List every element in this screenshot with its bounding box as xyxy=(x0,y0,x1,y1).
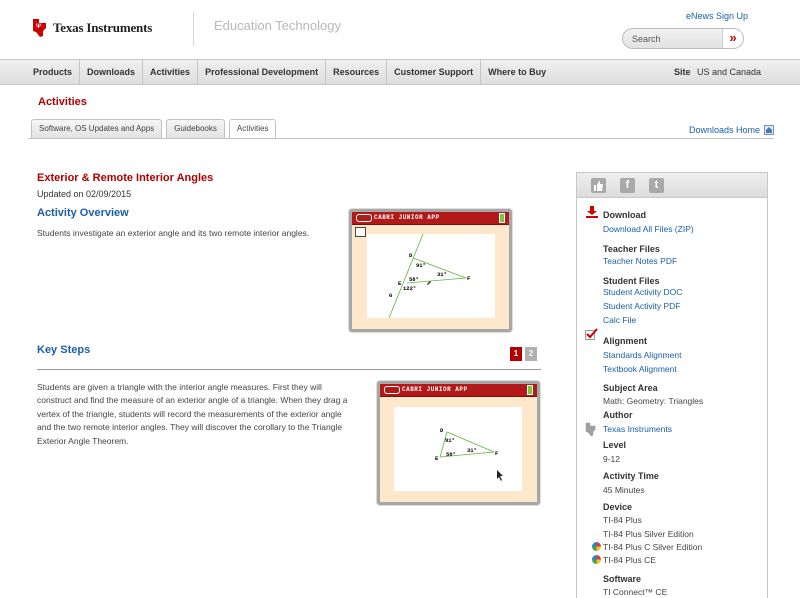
standards-alignment-link[interactable]: Standards Alignment xyxy=(603,350,682,360)
key-steps-divider xyxy=(37,369,541,370)
page-title: Activities xyxy=(38,96,87,108)
student-pdf-link[interactable]: Student Activity PDF xyxy=(603,301,681,311)
angle-label: 122° xyxy=(403,285,417,292)
updated-date: Updated on 02/09/2015 xyxy=(37,189,132,199)
main-nav xyxy=(0,59,800,85)
calc-title-bar xyxy=(380,384,537,397)
calc-app-name: CABRI JUNIOR APP xyxy=(402,386,468,393)
calc-title-bar xyxy=(352,212,509,225)
site-selector[interactable]: US and Canada xyxy=(697,67,762,77)
angle-label: 58° xyxy=(446,451,456,458)
student-doc-link[interactable]: Student Activity DOC xyxy=(603,287,683,297)
ti-logo[interactable] xyxy=(31,18,152,38)
ti-author-icon xyxy=(584,422,598,437)
device-item: TI-84 Plus CE xyxy=(603,555,656,565)
key-steps-heading: Key Steps xyxy=(37,344,91,356)
key-steps-text: Students are given a triangle with the interior angle measures. First they will construct and find the measure of an exterior angle of a triangle. When they drag a vertex of the triangle, students will record the measurements of the exterior angle and the two remote interior angles. They will discover the corollary to the Triangle Exterior Angle Theorem. xyxy=(37,382,348,446)
activity-sidebar xyxy=(576,172,768,598)
color-device-icon xyxy=(592,542,601,551)
angle-label: 31° xyxy=(467,447,477,454)
calculator-screenshot-2 xyxy=(377,381,540,505)
ti-state-logo-icon xyxy=(31,18,49,38)
angle-label: 91° xyxy=(445,437,455,444)
tab-activities[interactable]: Activities xyxy=(229,119,277,139)
angle-label: 58° xyxy=(409,276,419,283)
teacher-notes-link[interactable]: Teacher Notes PDF xyxy=(603,256,678,266)
vertex-label-g: G xyxy=(389,292,393,299)
device-item: TI-84 Plus xyxy=(603,515,642,525)
download-all-link[interactable]: Download All Files (ZIP) xyxy=(603,224,694,234)
social-bar xyxy=(577,173,767,198)
nav-activities[interactable]: Activities xyxy=(143,60,198,84)
device-item: TI-84 Plus C Silver Edition xyxy=(603,542,703,552)
angle-label: 91° xyxy=(416,262,426,269)
nav-products[interactable]: Products xyxy=(26,60,80,84)
pointer-tool-icon xyxy=(355,227,366,237)
battery-icon xyxy=(527,385,533,395)
search-box xyxy=(622,28,744,49)
vertex-label-e: E xyxy=(398,280,402,287)
software-heading: Software xyxy=(603,574,642,584)
vertex-label-d: D xyxy=(440,427,444,434)
subject-area-heading: Subject Area xyxy=(603,383,658,393)
key-steps-pager xyxy=(510,347,537,361)
header-divider xyxy=(193,12,194,46)
brand-name: Texas Instruments xyxy=(53,20,153,35)
downloads-home-label: Downloads Home xyxy=(689,125,761,135)
activity-overview-heading: Activity Overview xyxy=(37,207,129,219)
page-2-button[interactable]: 2 xyxy=(525,347,537,361)
search-submit-button[interactable]: » xyxy=(722,29,743,48)
site-label: Site xyxy=(674,67,691,77)
nav-professional-development[interactable]: Professional Development xyxy=(198,60,326,84)
device-heading: Device xyxy=(603,502,633,512)
enews-signup-link[interactable]: eNews Sign Up xyxy=(686,11,749,21)
tab-divider xyxy=(28,138,774,139)
nav-customer-support[interactable]: Customer Support xyxy=(387,60,481,84)
arrow-cursor-icon xyxy=(497,470,503,481)
like-icon[interactable] xyxy=(591,178,606,193)
level-value: 9-12 xyxy=(603,454,621,464)
page-1-button[interactable]: 1 xyxy=(510,347,522,361)
geometry-figure xyxy=(367,234,495,318)
tab-software[interactable]: Software, OS Updates and Apps xyxy=(31,119,162,138)
svg-text:Ψ: Ψ xyxy=(36,24,41,30)
calculator-screenshot-1 xyxy=(349,209,512,332)
device-item: TI-84 Plus Silver Edition xyxy=(603,529,694,539)
app-icon xyxy=(356,214,372,222)
download-tabs xyxy=(31,119,276,139)
author-heading: Author xyxy=(603,410,633,420)
subject-area-value: Math: Geometry: Triangles xyxy=(603,396,704,406)
activity-overview-text: Students investigate an exterior angle and its two remote interior angles. xyxy=(37,228,310,238)
textbook-alignment-link[interactable]: Textbook Alignment xyxy=(603,364,677,374)
student-files-heading: Student Files xyxy=(603,276,660,286)
search-input[interactable] xyxy=(623,29,725,48)
vertex-label-e: E xyxy=(435,455,439,462)
home-icon xyxy=(764,125,774,135)
calc-file-link[interactable]: Calc File xyxy=(603,315,637,325)
app-icon xyxy=(384,386,400,394)
facebook-icon[interactable]: f xyxy=(620,178,635,193)
twitter-icon[interactable]: t xyxy=(649,178,664,193)
level-heading: Level xyxy=(603,440,627,450)
checkmark-icon xyxy=(585,328,598,341)
vertex-label-f: F xyxy=(467,275,471,282)
tab-guidebooks[interactable]: Guidebooks xyxy=(166,119,225,138)
activity-time-heading: Activity Time xyxy=(603,471,659,481)
vertex-label-f: F xyxy=(495,450,499,457)
nav-resources[interactable]: Resources xyxy=(326,60,387,84)
download-heading: Download xyxy=(603,210,646,220)
software-value: TI Connect™ CE xyxy=(603,587,668,597)
author-link[interactable]: Texas Instruments xyxy=(603,424,672,434)
download-icon xyxy=(586,206,598,218)
calc-app-name: CABRI JUNIOR APP xyxy=(374,214,440,221)
nav-where-to-buy[interactable]: Where to Buy xyxy=(488,67,547,77)
site-header xyxy=(0,0,800,58)
downloads-home-link[interactable] xyxy=(689,125,774,135)
battery-icon xyxy=(499,213,505,223)
activity-time-value: 45 Minutes xyxy=(603,485,645,495)
geometry-figure xyxy=(394,407,522,491)
vertex-label-d: D xyxy=(409,252,413,259)
nav-downloads[interactable]: Downloads xyxy=(80,60,143,84)
section-name: Education Technology xyxy=(214,18,341,33)
color-device-icon xyxy=(592,555,601,564)
teacher-files-heading: Teacher Files xyxy=(603,244,660,254)
alignment-heading: Alignment xyxy=(603,336,647,346)
activity-title: Exterior & Remote Interior Angles xyxy=(37,172,214,184)
angle-label: 31° xyxy=(437,271,447,278)
